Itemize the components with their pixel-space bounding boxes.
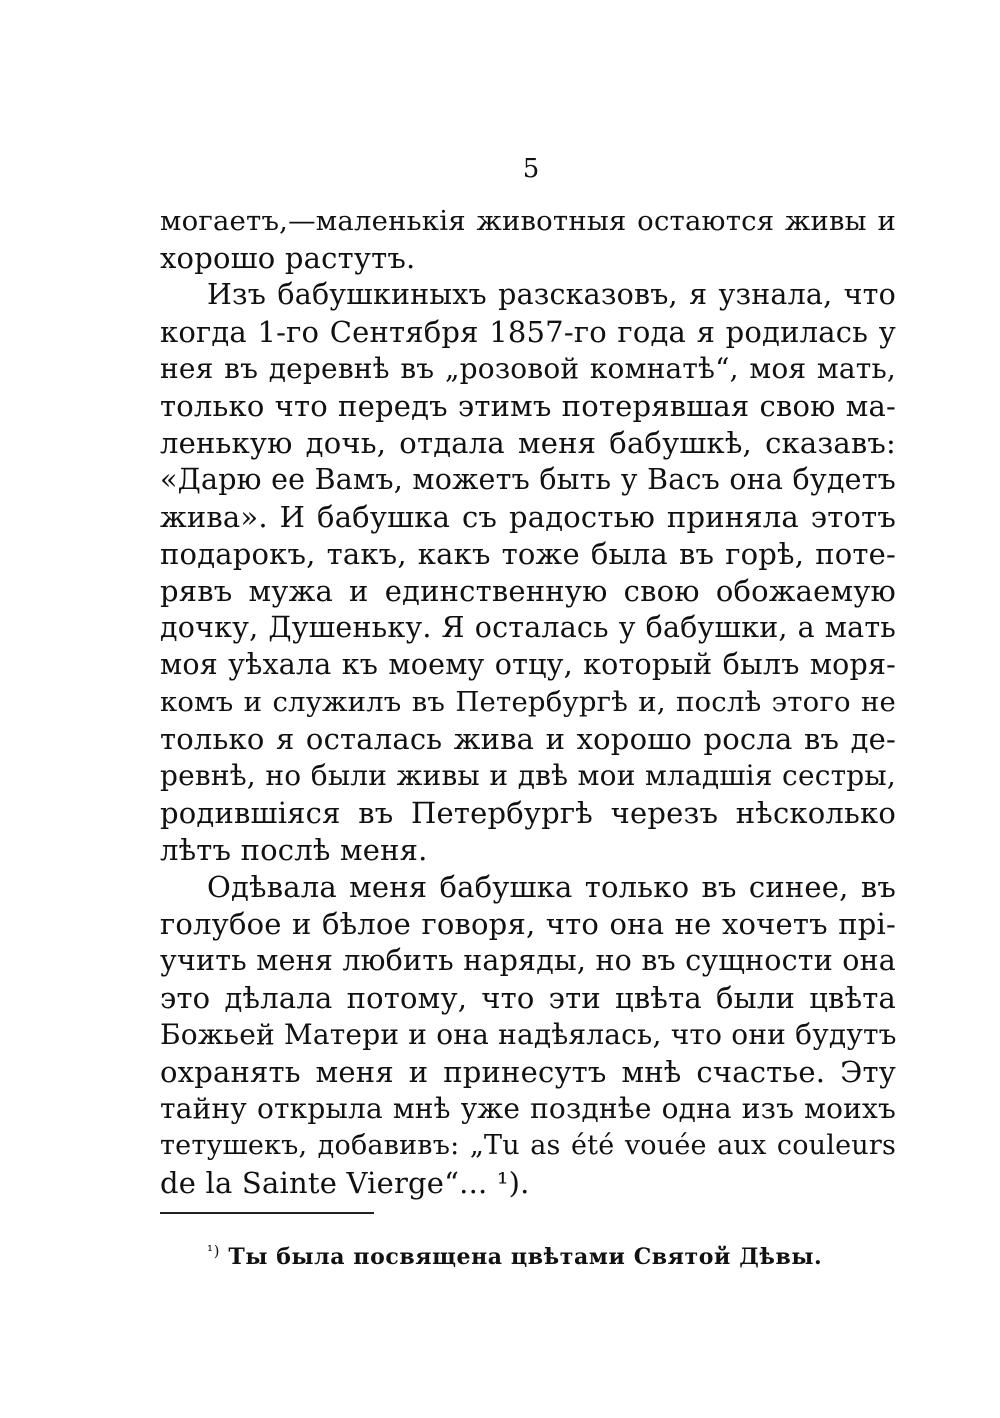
text-line: «Дарю ее Вамъ, можетъ быть у Васъ она будетъ [160, 463, 896, 496]
text-line: рявъ мужа и единственную свою обожаемую [160, 574, 896, 608]
footnote-text: Ты была посвящена цвѣтами Святой Дѣвы. [228, 1244, 823, 1270]
text-line: тетушекъ, добавивъ: „Tu as été vouée aux couleurs [160, 1130, 896, 1161]
page-number: 5 [522, 154, 540, 184]
text-line: могаетъ,—маленькія животныя остаются живы и [160, 205, 896, 237]
text-line: когда 1-го Сентября 1857-го года я родилась у [160, 315, 896, 349]
text-line: родившіяся въ Петербургѣ черезъ нѣсколько [160, 796, 896, 830]
text-line: это дѣлала потому, что эти цвѣта были цвѣта [160, 981, 896, 1015]
text-line: только что передъ этимъ потерявшая свою ма- [160, 389, 896, 423]
text-line: хорошо растутъ. [160, 241, 416, 275]
text-line: подарокъ, такъ, какъ тоже была въ горѣ, поте- [160, 537, 896, 571]
text-line: учить меня любить наряды, но въ сущности она [160, 944, 896, 977]
text-line: охранять меня и принесутъ мнѣ счастье. Эту [160, 1055, 896, 1089]
text-line: тайну открыла мнѣ уже позднѣе одна изъ моихъ [160, 1092, 896, 1125]
text-line: дочку, Душеньку. Я осталась у бабушки, а мать [160, 611, 896, 644]
paragraph-first-line: Изъ бабушкиныхъ разсказовъ, я узнала, что [207, 278, 896, 311]
text-line: ленькую дочь, отдала меня бабушкѣ, сказавъ: [160, 426, 896, 460]
footnote-separator [160, 1212, 374, 1214]
text-line: лѣтъ послѣ меня. [160, 833, 428, 867]
footnote-marker: ¹) [207, 1242, 221, 1260]
text-line: ревнѣ, но были живы и двѣ мои младшія сестры, [160, 759, 896, 792]
text-line: только я осталась жива и хорошо росла въ де- [160, 722, 896, 756]
paragraph-first-line: Одѣвала меня бабушка только въ синее, въ [207, 870, 896, 904]
text-line: комъ и служилъ въ Петербургѣ и, послѣ этого не [160, 686, 896, 718]
footnote [207, 1236, 822, 1272]
text-line: голубое и бѣлое говоря, что она не хочетъ прі- [160, 907, 896, 941]
text-line: моя уѣхала къ моему отцу, который былъ моря- [160, 648, 896, 681]
text-line: Божьей Матери и она надѣялась, что они будутъ [160, 1018, 897, 1051]
text-line: de la Sainte Vierge“... ¹). [160, 1166, 530, 1200]
text-line: жива». И бабушка съ радостью приняла этотъ [160, 500, 896, 534]
text-line: нея въ деревнѣ въ „розовой комнатѣ“, моя мать, [160, 352, 896, 385]
